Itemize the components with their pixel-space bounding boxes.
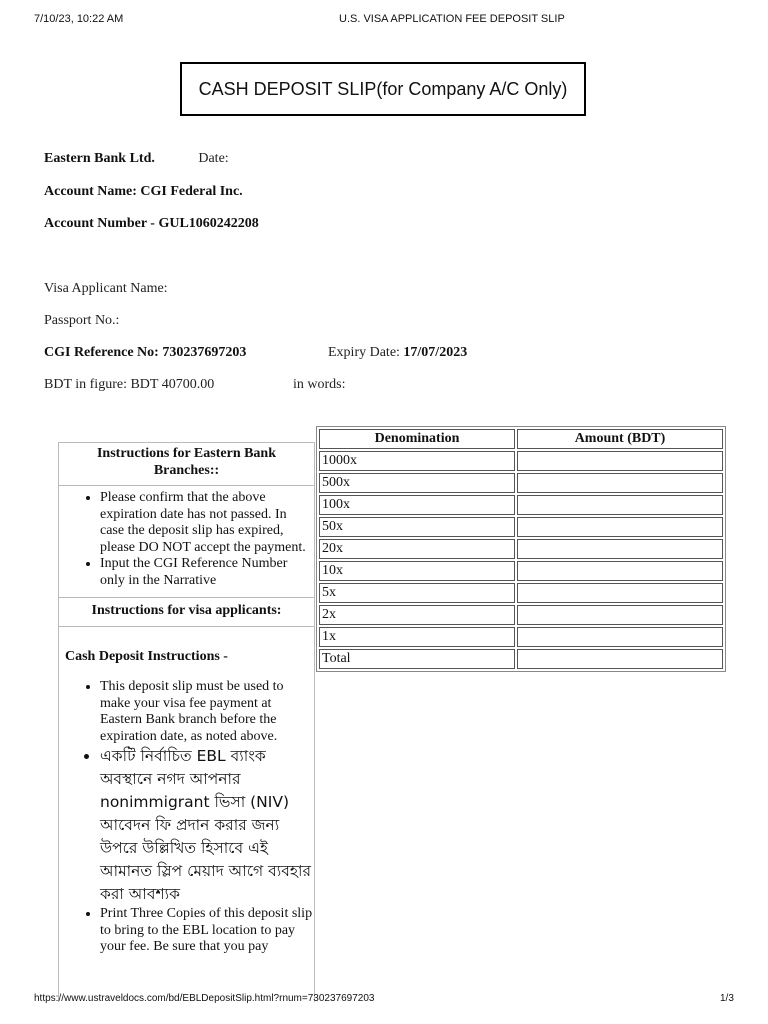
applicant-instructions-heading: Instructions for visa applicants: bbox=[59, 598, 314, 627]
bank-instructions-heading: Instructions for Eastern Bank Branches:: bbox=[59, 443, 314, 486]
cash-instruction-item-bengali: • একটি নির্বাচিত EBL ব্যাংক অবস্থানে নগদ আপনার nonimmigrant ভিসা (NIV) আবেদন ফি প্রদান করার জন্য উপরে উল্লিখিত হিসাবে এই আমানত স্লিপ মেয়াদ আগে ব্যবহার করা আবশ্যক bbox=[100, 745, 314, 906]
expiry-value: 17/07/2023 bbox=[403, 345, 468, 360]
denomination-cell: 10x bbox=[319, 561, 515, 581]
cash-instruction-item: • Print Three Copies of this deposit slip to bring to the EBL location to pay your fee. Be sure that you pay bbox=[100, 906, 314, 956]
denomination-cell: 20x bbox=[319, 539, 515, 559]
denomination-cell: 2x bbox=[319, 605, 515, 625]
amount-cell bbox=[517, 451, 723, 471]
denomination-cell: 1000x bbox=[319, 451, 515, 471]
table-row bbox=[319, 495, 723, 515]
passport-label: Passport No.: bbox=[44, 313, 120, 328]
table-row bbox=[319, 583, 723, 603]
table-row bbox=[319, 649, 723, 669]
denomination-cell: 500x bbox=[319, 473, 515, 493]
table-row bbox=[319, 517, 723, 537]
in-words-label: in words: bbox=[293, 377, 346, 392]
denomination-cell: 1x bbox=[319, 627, 515, 647]
denomination-cell: 5x bbox=[319, 583, 515, 603]
date-label: Date: bbox=[198, 151, 229, 166]
denomination-cell: 100x bbox=[319, 495, 515, 515]
denomination-cell: 50x bbox=[319, 517, 515, 537]
amount-cell bbox=[517, 583, 723, 603]
amount-cell bbox=[517, 495, 723, 515]
cgi-ref-value: 730237697203 bbox=[162, 345, 247, 360]
amount-header: Amount (BDT) bbox=[517, 429, 723, 449]
cash-deposit-heading: Cash Deposit Instructions - bbox=[65, 648, 228, 664]
footer-url[interactable]: https://www.ustraveldocs.com/bd/EBLDepositSlip.html?rnum=730237697203 bbox=[34, 993, 375, 1004]
table-row bbox=[319, 605, 723, 625]
footer-page-number: 1/3 bbox=[720, 993, 734, 1004]
table-row bbox=[319, 561, 723, 581]
bank-instruction-item: • Please confirm that the above expiration date has not passed. In case the deposit slip has expired, please DO NOT accept the payment. bbox=[100, 490, 308, 556]
amount-cell bbox=[517, 473, 723, 493]
bdt-figure: BDT in figure: BDT 40700.00 bbox=[44, 377, 215, 392]
expiry-date bbox=[328, 345, 467, 361]
expiry-label: Expiry Date: bbox=[328, 345, 400, 360]
applicant-name-label: Visa Applicant Name: bbox=[44, 281, 168, 296]
account-name: Account Name: CGI Federal Inc. bbox=[44, 184, 243, 199]
instructions-panel bbox=[58, 442, 315, 1002]
bank-instructions-body bbox=[59, 486, 314, 598]
denomination-header: Denomination bbox=[319, 429, 515, 449]
bank-instruction-item: • Input the CGI Reference Number only in the Narrative bbox=[100, 556, 308, 589]
amount-cell bbox=[517, 517, 723, 537]
table-row bbox=[319, 627, 723, 647]
slip-title: CASH DEPOSIT SLIP(for Company A/C Only) bbox=[198, 78, 568, 99]
cgi-reference bbox=[44, 345, 246, 361]
amount-cell bbox=[517, 649, 723, 669]
account-number: Account Number - GUL1060242208 bbox=[44, 216, 259, 231]
amount-cell bbox=[517, 561, 723, 581]
amount-cell bbox=[517, 627, 723, 647]
denomination-table bbox=[316, 426, 726, 672]
print-header-title: U.S. VISA APPLICATION FEE DEPOSIT SLIP bbox=[339, 13, 565, 25]
cgi-ref-label: CGI Reference No: bbox=[44, 345, 159, 360]
bank-name: Eastern Bank Ltd. bbox=[44, 151, 155, 166]
print-datetime: 7/10/23, 10:22 AM bbox=[34, 13, 124, 25]
amount-cell bbox=[517, 539, 723, 559]
slip-title-box bbox=[180, 62, 586, 116]
table-row bbox=[319, 473, 723, 493]
denomination-cell: Total bbox=[319, 649, 515, 669]
table-row bbox=[319, 539, 723, 559]
cash-instruction-item: • This deposit slip must be used to make your visa fee payment at Eastern Bank branch before the expiration date, as noted above. bbox=[100, 679, 314, 745]
bank-line bbox=[44, 151, 229, 167]
amount-cell bbox=[517, 605, 723, 625]
table-row bbox=[319, 451, 723, 471]
